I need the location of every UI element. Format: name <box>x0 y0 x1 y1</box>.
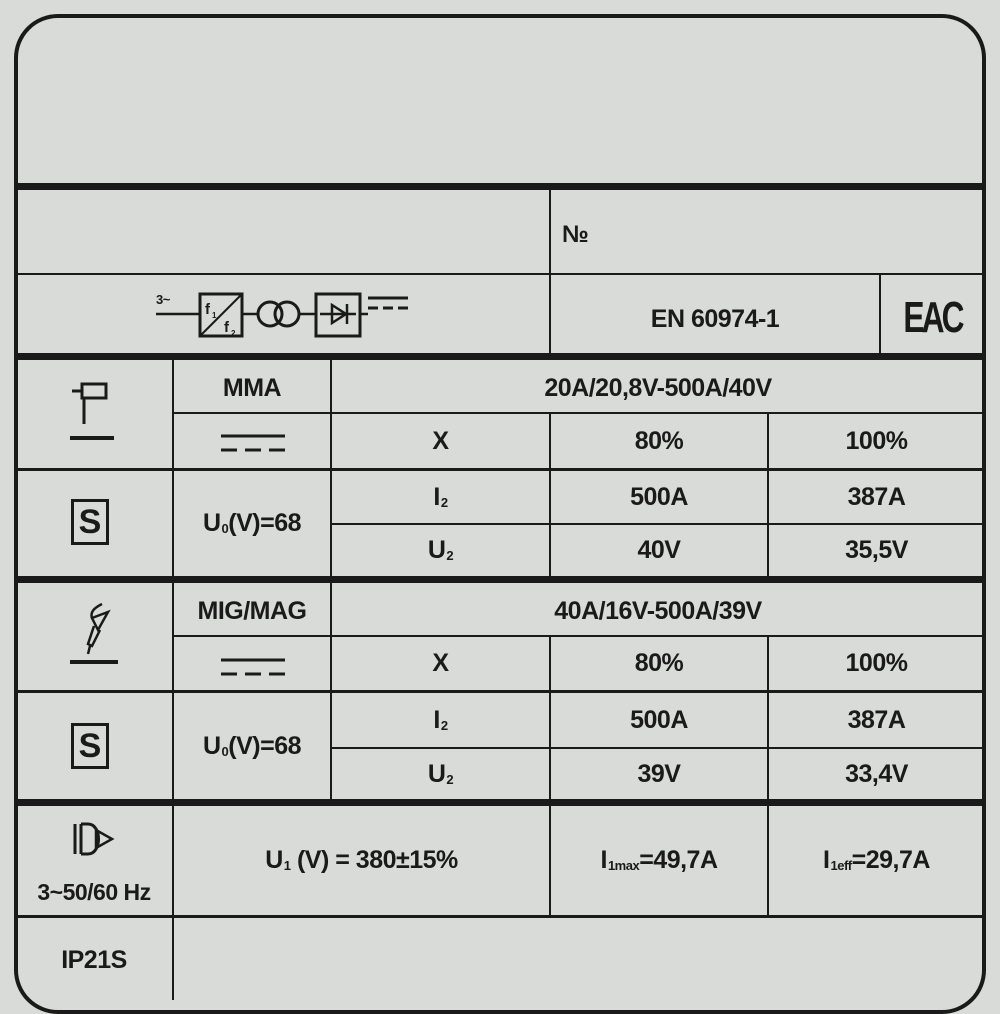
mma-u0-label: U 0 (V)=68 <box>202 509 302 537</box>
mma-u2-value-2: 35,5V <box>845 536 908 564</box>
frequency-label: 3~50/60 Hz <box>37 878 151 905</box>
electrode-holder-icon <box>68 380 116 446</box>
divider <box>16 183 984 190</box>
mains-plug-icon <box>72 820 116 862</box>
divider <box>16 915 984 918</box>
mig-i2-value-2: 387A <box>847 705 906 734</box>
mig-range-label: 40A/16V-500A/39V <box>554 596 762 625</box>
mma-i2-value-2: 387A <box>847 482 906 511</box>
svg-text:2: 2 <box>231 329 236 338</box>
protection-class-label: IP21S <box>61 945 127 974</box>
mig-process-label: MIG/MAG <box>197 596 307 625</box>
mig-u0-label: U 0 (V)=68 <box>202 731 302 760</box>
mma-u2-label: U 2 <box>427 536 454 564</box>
mig-torch-icon <box>68 600 120 670</box>
divider <box>16 273 984 275</box>
divider <box>879 275 881 353</box>
mma-i2-label: I 2 <box>433 482 448 511</box>
mig-u2-value-2: 33,4V <box>845 759 908 788</box>
mma-x-value-1: 80% <box>634 426 684 455</box>
mig-i2-value-1: 500A <box>630 705 688 734</box>
s-mark-icon: S <box>71 499 109 545</box>
inverter-diagram-icon <box>156 288 416 344</box>
svg-text:f: f <box>205 301 210 318</box>
eac-mark: EAC <box>903 293 962 342</box>
mma-process-label: MMA <box>222 373 282 402</box>
mma-range-label: 20A/20,8V-500A/40V <box>544 373 772 402</box>
supply-voltage-label: U 1 (V) = 380±15% <box>265 846 458 874</box>
svg-text:f: f <box>224 319 229 336</box>
mig-u2-label: U 2 <box>427 759 454 788</box>
dc-current-icon <box>221 433 285 457</box>
mig-x-value-1: 80% <box>634 649 684 677</box>
mma-x-label: X <box>432 426 449 455</box>
svg-text:1: 1 <box>212 311 217 320</box>
mig-i2-label: I 2 <box>433 705 448 734</box>
mma-x-value-2: 100% <box>845 426 908 455</box>
mma-i2-value-1: 500A <box>630 482 688 511</box>
max-input-current-label: I 1max =49,7A <box>600 846 718 874</box>
effective-input-current-label: I 1eff =29,7A <box>823 846 930 874</box>
standard-label: EN 60974-1 <box>650 304 780 333</box>
divider <box>16 353 984 360</box>
mig-x-value-2: 100% <box>845 649 908 677</box>
mma-u2-value-1: 40V <box>637 536 681 564</box>
mig-u2-value-1: 39V <box>637 759 681 788</box>
serial-number-label: № <box>562 221 589 248</box>
divider <box>16 576 984 583</box>
supply-phase-label: 3~ <box>156 291 170 307</box>
dc-current-icon <box>221 657 285 681</box>
divider <box>16 799 984 806</box>
mig-x-label: X <box>432 649 449 677</box>
s-mark-icon: S <box>71 723 109 769</box>
